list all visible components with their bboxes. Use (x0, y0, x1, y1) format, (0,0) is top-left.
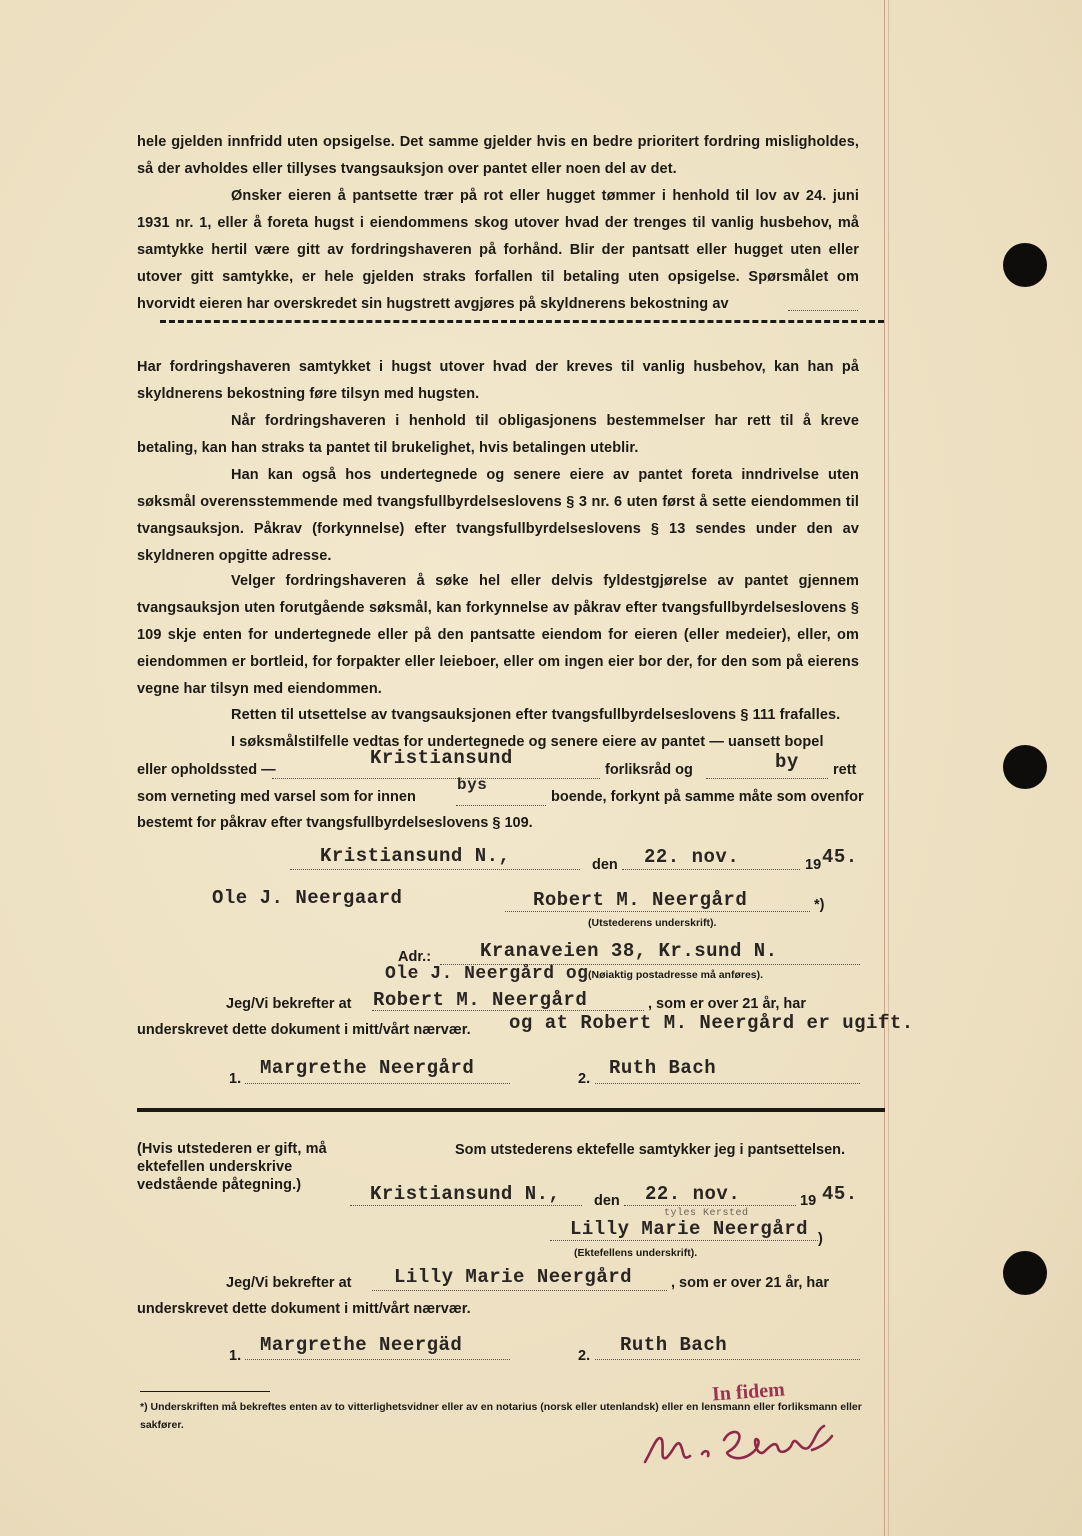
confirm-suffix: , som er over 21 år, har (648, 996, 806, 1012)
address-value: Kranaveien 38, Kr.sund N. (480, 940, 778, 962)
witness-1-number: 1. (229, 1071, 242, 1087)
fill-line (372, 1290, 667, 1291)
confirm-name: Robert M. Neergård (373, 989, 588, 1011)
spouse-witness-2-number: 2. (578, 1348, 591, 1364)
signing-den: den (592, 857, 618, 873)
fill-line (788, 310, 858, 311)
signer-left: Ole J. Neergaard (212, 887, 403, 909)
spouse-confirm-suffix: , som er over 21 år, har (671, 1275, 829, 1291)
spouse-confirm-prefix: Jeg/Vi bekrefter at (226, 1275, 352, 1291)
venue-court: by (775, 751, 799, 773)
signing-year-prefix: 19 (805, 857, 822, 873)
addition-note: og at Robert M. Neergård er ugift. (509, 1012, 914, 1034)
margin-line (884, 0, 885, 1536)
fill-line (456, 805, 546, 806)
venue-line3: bestemt for påkrav efter tvangsfullbyrdelseslovens § 109. (137, 815, 533, 831)
section-divider (137, 1108, 885, 1112)
fill-line (245, 1083, 510, 1084)
spouse-witness-1-number: 1. (229, 1348, 242, 1364)
confirm-prefix: Jeg/Vi bekrefter at (226, 996, 352, 1012)
paragraph-2: Ønsker eieren å pantsette trær på rot eller hugget tømmer i henhold til lov av 24. juni 1931 nr. 1, eller å foreta hugst i eiendommens skog utover hvad der trenges til vanlig husbehov, må samtykke hertil være gitt av fordringshaveren på forhånd. Blir der pantsatt eller hugget uten eller utover gitt samtykke, er hele gjelden straks forfallen til betaling uten opsigelse. Spørsmålet om hvorvidt eieren har overskredet sin hugstrett avgjøres på skyldnerens bekostning av (137, 188, 859, 312)
paragraph-6: Velger fordringshaveren å søke hel eller delvis fyldestgjørelse av pantet gjennem tvangsauksjon uten forutgående søksmål, kan forkynnelse av påkrav efter tvangsfullbyrdelseslovens § 109 skje enten for undertegnede eller på den pantsatte eiendom for eieren (eller medeier), eller, om eiendommen er bortleid, for forpakter eller leieboer, eller om ingen eier bor der, for den som på eierens vegne har tilsyn med eiendommen. (137, 573, 859, 697)
signature-caption: (Utstederens underskrift). (588, 917, 717, 929)
spouse-sig-caption: (Ektefellens underskrift). (574, 1247, 698, 1259)
fill-line (290, 869, 580, 870)
fill-line (245, 1359, 510, 1360)
venue-within: bys (457, 776, 488, 794)
fill-line (505, 911, 810, 912)
witness-2-name: Ruth Bach (609, 1057, 717, 1079)
paragraph-8: I søksmålstilfelle vedtas for undertegnede og senere eiere av pantet — uansett bopel (231, 734, 824, 750)
confirm-names-1: Ole J. Neergård og (385, 964, 589, 984)
fill-line (706, 778, 828, 779)
spouse-witness-1-name: Margrethe Neergäd (260, 1334, 463, 1356)
venue-line2-suffix: boende, forkynt på samme måte som ovenfor (551, 789, 864, 805)
address-label: Adr.: (398, 949, 432, 965)
spouse-witness-line: underskrevet dette dokument i mitt/vårt nærvær. (137, 1301, 471, 1317)
signer-right: Robert M. Neergård (533, 889, 748, 911)
spouse-witness-2-name: Ruth Bach (620, 1334, 728, 1356)
spouse-small-note: tyles Kersted (664, 1208, 749, 1219)
punch-hole-bottom (1003, 1251, 1047, 1295)
spouse-sig-marker: ) (818, 1231, 823, 1247)
dashed-separator (160, 320, 884, 323)
fill-line (622, 869, 800, 870)
fill-line (550, 1240, 818, 1241)
paragraph-7: Retten til utsettelse av tvangsauksjonen efter tvangsfullbyrdelseslovens § 111 frafalles. (231, 707, 841, 723)
fill-line (350, 1205, 582, 1206)
fill-line (595, 1083, 860, 1084)
punch-hole-middle (1003, 745, 1047, 789)
spouse-den: den (594, 1193, 620, 1209)
signature-marker: *) (814, 897, 825, 913)
notary-signature (640, 1410, 845, 1480)
in-fidem-stamp: In fidem (711, 1378, 786, 1406)
paragraph-1: hele gjelden innfridd uten opsigelse. Det samme gjelder hvis en bedre prioritert fordring misligholdes, så der avholdes eller tillyses tvangsauksjon over pantet eller noen del av det. (137, 134, 859, 177)
spouse-confirm-name: Lilly Marie Neergård (394, 1266, 633, 1288)
paragraph-5: Han kan også hos undertegnede og senere eiere av pantet foreta inndrivelse uten søksmål overensstemmende med tvangsfullbyrdelseslovens § 3 nr. 6 uten først å sette eiendommen til tvangsauksjon. Påkrav (forkynnelse) efter tvangsfullbyrdelseslovens § 13 sendes under den av skyldneren opgitte adresse. (137, 467, 859, 564)
footnote: *) Underskriften må bekreftes enten av to vitterlighetsvidner eller av en notarius (norsk eller utenlandsk) eller en lensmann eller forliksmann eller sakfører. (140, 1401, 862, 1431)
witness-1-name: Margrethe Neergård (260, 1057, 475, 1079)
fill-line (272, 778, 600, 779)
spouse-note: (Hvis utstederen er gift, må ektefellen underskrive vedstående påtegning.) (137, 1141, 327, 1193)
witness-2-number: 2. (578, 1071, 591, 1087)
fill-line (624, 1205, 796, 1206)
spouse-place: Kristiansund N., (370, 1183, 561, 1205)
fill-line (595, 1359, 860, 1360)
signing-date: 22. nov. (644, 846, 740, 868)
footnote-rule (140, 1391, 270, 1392)
paragraph-3: Har fordringshaveren samtykket i hugst utover hvad der kreves til vanlig husbehov, kan han på skyldnerens bekostning føre tilsyn med hugsten. (137, 359, 859, 402)
address-caption: (Nøiaktig postadresse må anføres). (588, 969, 764, 981)
venue-suffix: rett (833, 762, 857, 778)
signing-year: 45. (822, 846, 858, 868)
spouse-consent: Som utstederens ektefelle samtykker jeg i pantsettelsen. (455, 1142, 846, 1158)
witness-line: underskrevet dette dokument i mitt/vårt nærvær. (137, 1022, 471, 1038)
venue-mid: forliksråd og (605, 762, 693, 778)
spouse-year: 45. (822, 1183, 858, 1205)
venue-prefix: eller opholdssted — (137, 762, 276, 778)
spouse-year-prefix: 19 (800, 1193, 817, 1209)
paragraph-4: Når fordringshaveren i henhold til obligasjonens bestemmelser har rett til å kreve betaling, kan han straks ta pantet til brukelighet, hvis betalingen uteblir. (137, 413, 859, 456)
spouse-date: 22. nov. (645, 1183, 741, 1205)
margin-line-2 (888, 0, 889, 1536)
signing-place: Kristiansund N., (320, 845, 511, 867)
venue-place: Kristiansund (370, 747, 513, 769)
punch-hole-top (1003, 243, 1047, 287)
spouse-signature: Lilly Marie Neergård (570, 1218, 809, 1240)
venue-line2-prefix: som verneting med varsel som for innen (137, 789, 416, 805)
